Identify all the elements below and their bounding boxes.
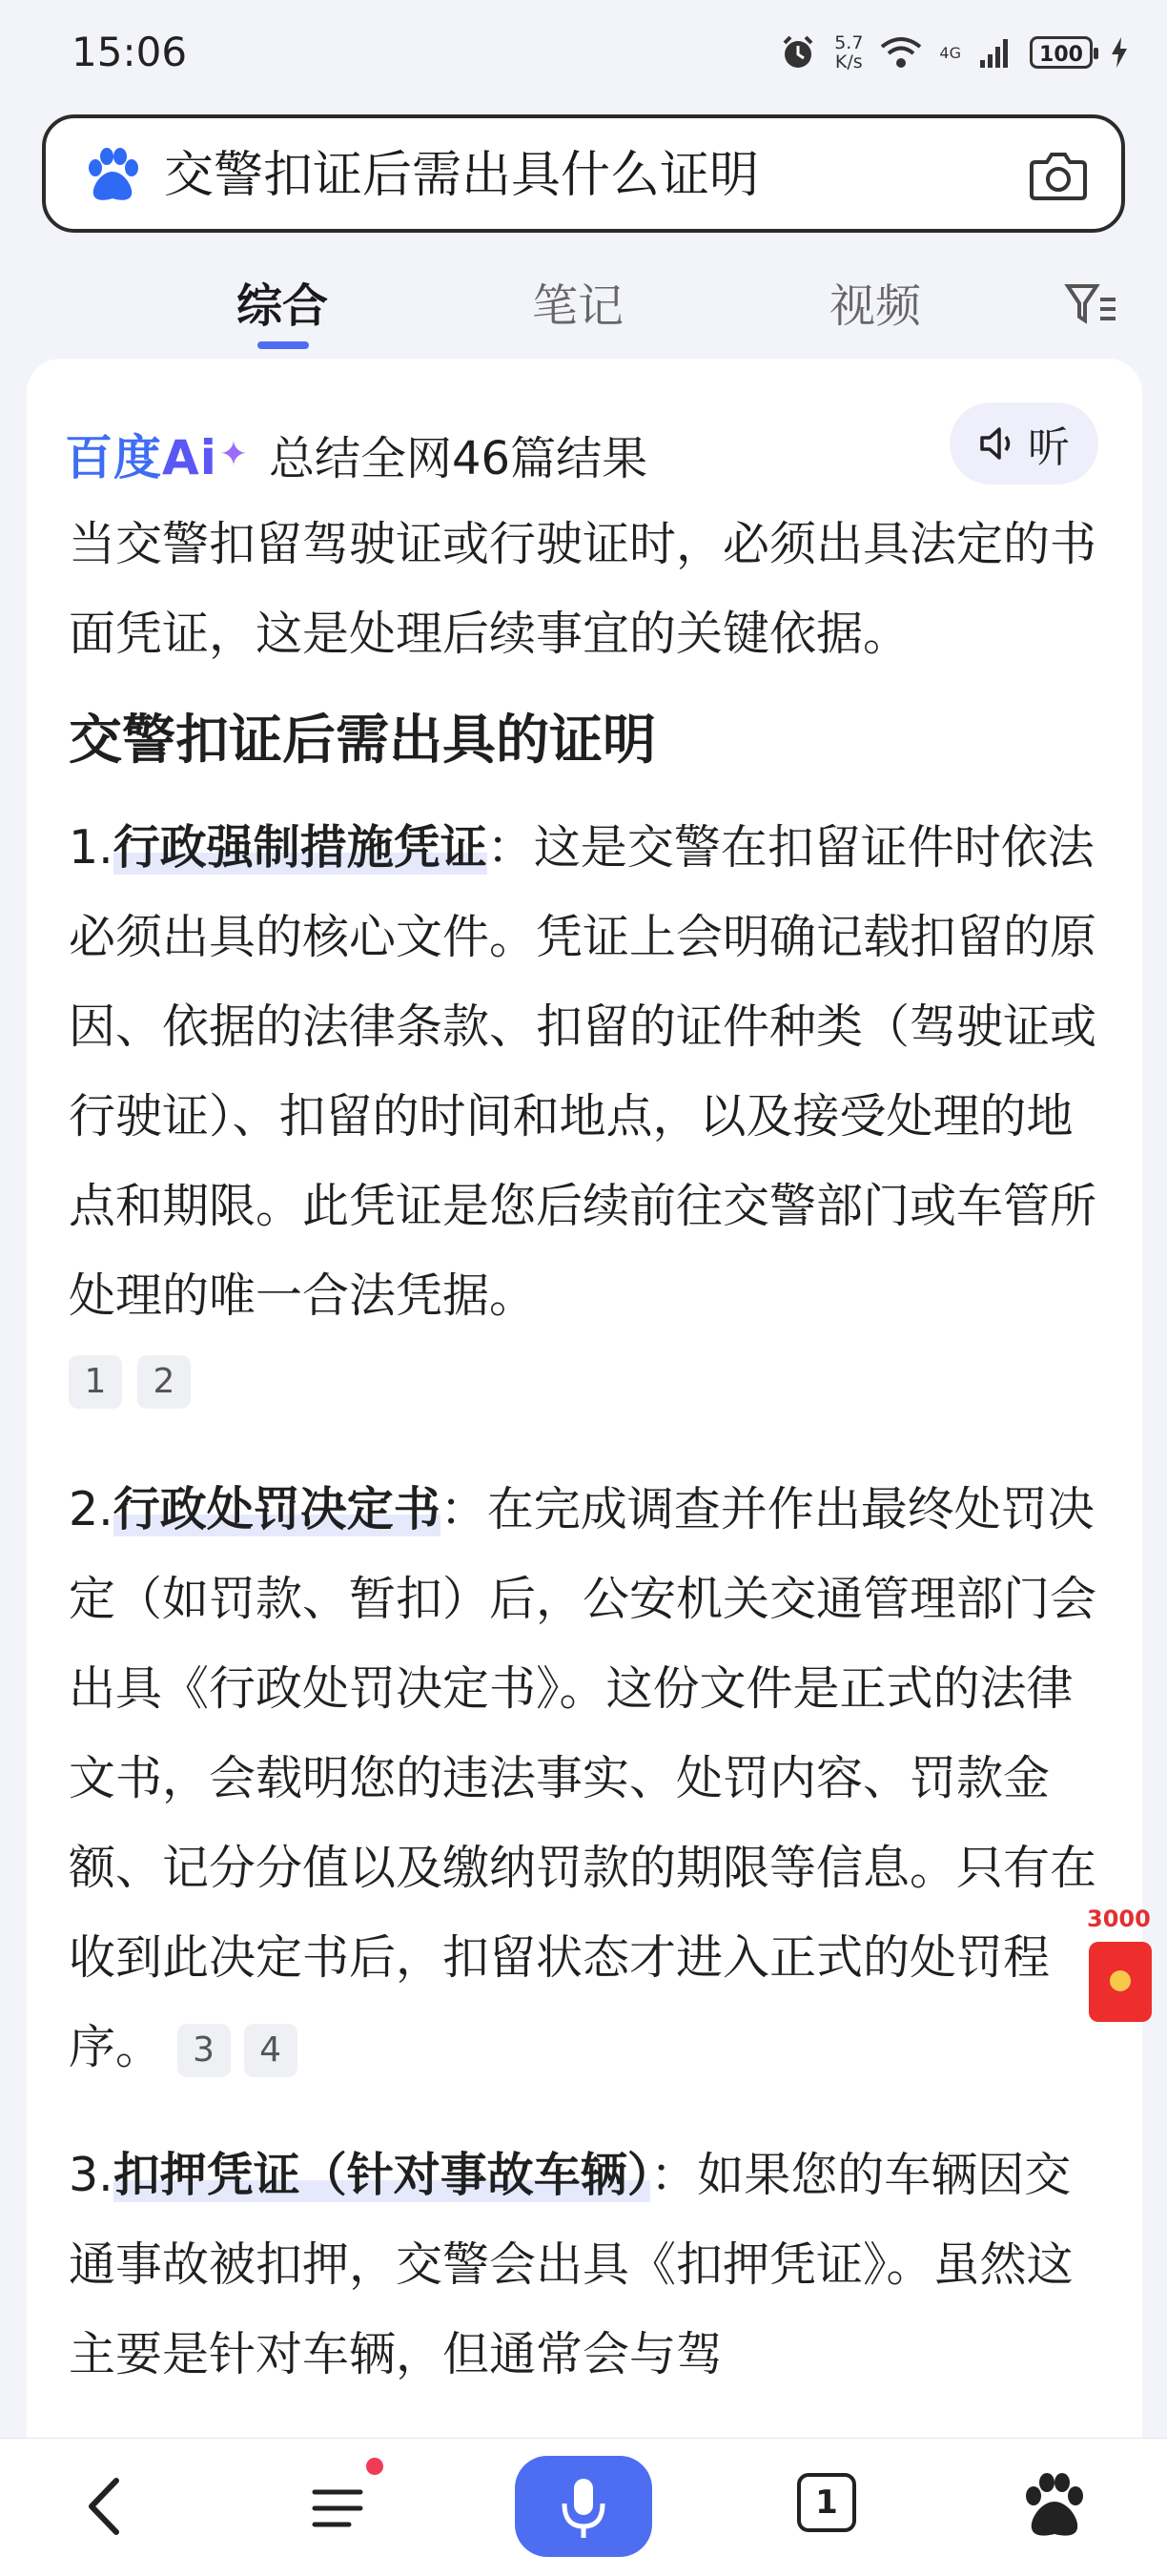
red-packet-amount: 3000: [1087, 1906, 1151, 1932]
ai-summary-card: [27, 359, 1142, 2575]
search-tabs: [0, 259, 1167, 355]
citation-list: [177, 2024, 297, 2077]
citation-ref[interactable]: 4: [244, 2024, 297, 2077]
baidu-home-icon[interactable]: [1020, 2467, 1089, 2544]
tab-count-button[interactable]: 1: [797, 2473, 856, 2532]
listen-label: 听: [1028, 423, 1070, 472]
tab-video[interactable]: 视频: [829, 279, 922, 333]
citation-list: [69, 1341, 1108, 1423]
network-type: 4G: [939, 43, 961, 62]
tab-notes[interactable]: 笔记: [532, 279, 624, 333]
charging-icon: [1110, 35, 1129, 70]
list-item: 2.行政处罚决定书：在完成调查并作出最终处罚决定（如罚款、暂扣）后，公安机关交通管理部门会出具《行政处罚决定书》。这份文件是正式的法律文书，会载明您的违法事实、处罚内容、罚款金额、记分分值以及缴纳罚款的期限等信息。只有在收到此决定书后，扣留状态才进入正式的处罚程序。 3 4: [69, 1465, 1108, 2092]
ai-header: [65, 416, 647, 492]
status-bar: [0, 0, 1167, 105]
voice-search-button[interactable]: [515, 2456, 652, 2557]
back-icon[interactable]: [78, 2473, 132, 2540]
baidu-ai-logo: 百度Ai: [65, 430, 217, 485]
status-time: 15:06: [72, 29, 188, 75]
item-title: 行政强制措施凭证: [113, 820, 487, 875]
ai-summary-title: 总结全网46篇结果: [269, 431, 648, 485]
microphone-icon: [515, 2456, 652, 2557]
item-text: 在完成调查并作出最终处罚决定（如罚款、暂扣）后，公安机关交通管理部门会出具《行政处罚决定书》。这份文件是正式的法律文书，会载明您的违法事实、处罚内容、罚款金额、记分分值以及缴纳罚款的期限等信息。只有在收到此决定书后，扣留状态才进入正式的处罚程序。: [69, 1482, 1097, 2074]
search-bar[interactable]: [42, 114, 1125, 233]
item-title: 扣押凭证（针对事故车辆）: [113, 2148, 651, 2202]
sparkle-icon: ✦: [218, 434, 249, 474]
battery-indicator: 100: [1030, 36, 1093, 69]
wifi-icon: [880, 35, 922, 70]
citation-ref[interactable]: 1: [69, 1355, 122, 1409]
item-text: 如果您的车辆因交通事故被扣押，交警会出具《扣押凭证》。虽然这主要是针对车辆，但通常会与驾: [69, 2148, 1074, 2381]
list-item: 3.扣押凭证（针对事故车辆）：如果您的车辆因交通事故被扣押，交警会出具《扣押凭证》。虽然这主要是针对车辆，但通常会与驾: [69, 2148, 1074, 2381]
baidu-paw-icon: [82, 145, 143, 206]
list-item: 1.行政强制措施凭证：这是交警在扣留证件时依法必须出具的核心文件。凭证上会明确记载扣留的原因、依据的法律条款、扣留的证件种类（驾驶证或行驶证）、扣留的时间和地点，以及接受处理的地点和期限。此凭证是您后续前往交警部门或车管所处理的唯一合法凭据。: [69, 820, 1097, 1323]
section-heading: 交警扣证后需出具的证明: [69, 710, 656, 772]
item-title: 行政处罚决定书: [113, 1482, 440, 1536]
speaker-icon: [978, 424, 1020, 463]
status-icons: [779, 29, 1129, 76]
item-text: 这是交警在扣留证件时依法必须出具的核心文件。凭证上会明确记载扣留的原因、依据的法律条款、扣留的证件种类（驾驶证或行驶证）、扣留的时间和地点，以及接受处理的地点和期限。此凭证是您后续前往交警部门或车管所处理的唯一合法凭据。: [69, 820, 1097, 1323]
menu-icon[interactable]: [305, 2475, 374, 2542]
listen-button[interactable]: [950, 402, 1098, 484]
red-packet-widget[interactable]: [1083, 1906, 1156, 2030]
notification-dot: [366, 2458, 383, 2475]
camera-icon[interactable]: [1028, 147, 1089, 204]
red-packet-icon: [1089, 1942, 1152, 2022]
net-speed: 5.7 K/s: [834, 32, 864, 72]
signal-icon: [978, 35, 1013, 70]
filter-icon[interactable]: [1064, 280, 1117, 328]
intro-paragraph: 当交警扣留驾驶证或行驶证时，必须出具法定的书面凭证，这是处理后续事宜的关键依据。: [69, 517, 1097, 661]
active-tab-indicator: [257, 341, 309, 349]
bottom-navigation: [0, 2438, 1167, 2576]
tab-comprehensive[interactable]: 综合: [236, 279, 329, 333]
citation-ref[interactable]: 2: [137, 1355, 191, 1409]
search-input[interactable]: 交警扣证后需出具什么证明: [164, 147, 760, 204]
answer-content: [69, 500, 1108, 2400]
alarm-icon: [779, 33, 817, 72]
citation-ref[interactable]: 3: [177, 2024, 231, 2077]
